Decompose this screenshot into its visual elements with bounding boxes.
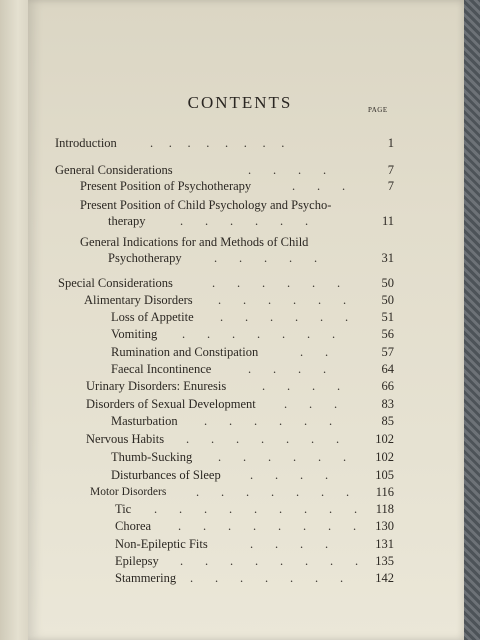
leader-dots: . . . . <box>248 163 327 177</box>
toc-entry-label: Disorders of Sexual Development <box>86 397 256 411</box>
toc-entry-page: 102 <box>375 450 394 464</box>
toc-entry-label: Epilepsy <box>115 554 159 568</box>
toc-entry-page: 116 <box>375 485 394 499</box>
toc-entry-label: Rumination and Constipation <box>111 345 259 359</box>
toc-entry-page: 118 <box>375 502 394 516</box>
toc-entry-page: 57 <box>381 345 394 359</box>
toc-entry-page: 7 <box>387 179 394 193</box>
toc-entry-page: 50 <box>381 293 394 307</box>
toc-entry-page: 31 <box>381 251 394 265</box>
toc-entry-page: 83 <box>381 397 394 411</box>
toc-entry-label: Non-Epileptic Fits <box>115 537 208 551</box>
leader-dots: . . . . <box>248 362 327 376</box>
toc-entry-page: 11 <box>381 214 394 228</box>
toc-entry-page: 50 <box>381 276 394 290</box>
toc-entry-label: General Indications for and Methods of Child <box>80 235 309 249</box>
toc-entry-page: 130 <box>375 519 394 533</box>
leader-dots: . . . . . . <box>180 214 309 228</box>
toc-entry-label: Motor Disorders <box>90 486 167 498</box>
toc-entry-page: 135 <box>375 554 394 568</box>
leader-dots: . . . . . . . <box>196 485 350 499</box>
toc-entry-label: Urinary Disorders: Enuresis <box>86 379 227 393</box>
leader-dots: . . . . . . . <box>186 432 340 446</box>
leader-dots: . . . . . . . <box>182 327 336 341</box>
toc-entry-label: Present Position of Psychotherapy <box>80 179 252 193</box>
leader-dots: . . <box>300 345 329 359</box>
leader-dots: . . . . . . . <box>190 571 344 585</box>
toc-entry-page: 7 <box>387 163 394 177</box>
leader-dots: . . . . . . <box>212 276 341 290</box>
toc-entry-page: 105 <box>375 468 394 482</box>
leader-dots: . . . . . . . . <box>150 136 285 150</box>
toc-entry-page: 85 <box>381 414 394 428</box>
toc-entry-label: Present Position of Child Psychology and Psycho- <box>80 198 332 212</box>
toc-entry-label: Nervous Habits <box>86 432 165 446</box>
toc-entry-label: Vomiting <box>111 327 158 341</box>
toc-entry-page: 51 <box>381 310 394 324</box>
toc-entry-page: 64 <box>381 362 394 376</box>
leader-dots: . . . . . . . . <box>180 554 359 568</box>
toc-entry-label: Masturbation <box>111 414 178 428</box>
toc-entry-label: Alimentary Disorders <box>84 293 193 307</box>
toc-entry-label: Faecal Incontinence <box>111 362 212 376</box>
leader-dots: . . . . . <box>214 251 318 265</box>
toc-entry-label: Stammering <box>115 571 177 585</box>
toc-entry-label: Chorea <box>115 519 152 533</box>
leader-dots: . . . . . . <box>204 414 333 428</box>
leader-dots: . . . . <box>262 379 341 393</box>
toc-entry-label: Psychotherapy <box>108 251 182 265</box>
toc-entry-label: General Considerations <box>55 163 173 177</box>
leader-dots: . . . . <box>250 537 329 551</box>
toc-entry-page: 131 <box>375 537 394 551</box>
toc-entry-page: 66 <box>381 379 394 393</box>
toc-entry-label: Tic <box>115 502 132 516</box>
leader-dots: . . . . . . <box>220 310 349 324</box>
toc-entry-label: Special Considerations <box>58 276 173 290</box>
toc-entry-page: 102 <box>375 432 394 446</box>
toc-entry-page: 1 <box>387 136 394 150</box>
leader-dots: . . . . . . . . . <box>154 502 358 516</box>
contents-heading: CONTENTS <box>187 93 293 112</box>
toc-entry-label: Loss of Appetite <box>111 310 194 324</box>
page-column-header: PAGE <box>368 106 388 114</box>
leader-dots: . . . <box>292 179 346 193</box>
leader-dots: . . . . <box>250 468 329 482</box>
toc-entry-page: 56 <box>381 327 394 341</box>
toc-entry-label: Introduction <box>55 136 117 150</box>
leader-dots: . . . <box>284 397 338 411</box>
leader-dots: . . . . . . . . <box>178 519 357 533</box>
toc-entry-label: Disturbances of Sleep <box>111 468 221 482</box>
toc-entry-page: 142 <box>375 571 394 585</box>
toc-entry-label: therapy <box>108 214 146 228</box>
leader-dots: . . . . . . <box>218 293 347 307</box>
leader-dots: . . . . . . <box>218 450 347 464</box>
toc-entry-label: Thumb-Sucking <box>111 450 193 464</box>
